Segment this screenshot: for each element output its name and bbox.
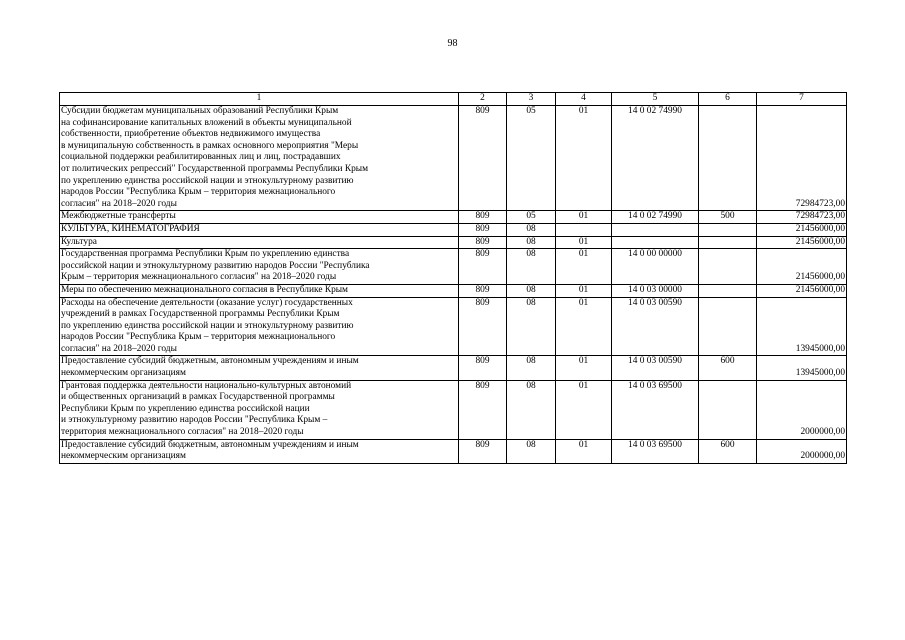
admin-code-cell: 809	[459, 356, 507, 380]
table-row	[60, 356, 847, 380]
amount-cell: 21456000,00	[757, 236, 847, 249]
target-article-cell: 14 0 00 00000	[612, 249, 699, 285]
admin-code-cell: 809	[459, 223, 507, 236]
section-code-cell: 05	[507, 106, 556, 211]
expense-type-cell	[699, 380, 757, 439]
header-cell: 5	[612, 93, 699, 106]
target-article-cell: 14 0 03 69500	[612, 380, 699, 439]
section-code-cell: 08	[507, 284, 556, 297]
admin-code-cell: 809	[459, 297, 507, 356]
header-cell: 7	[757, 93, 847, 106]
row-name-cell: Меры по обеспечению межнационального согласия в Республике Крым	[60, 284, 459, 297]
admin-code-cell: 809	[459, 380, 507, 439]
section-code-cell: 08	[507, 356, 556, 380]
row-name-cell: Предоставление субсидий бюджетным, автономным учреждениям и иным некоммерческим организациям	[60, 439, 459, 463]
admin-code-cell: 809	[459, 439, 507, 463]
row-name-cell: Расходы на обеспечение деятельности (оказание услуг) государственных учреждений в рамках Государственной программы Республики Крым по укреплению единства российской нации и этнокультурному развитию народов России "Республика Крым – территория межнационального согласия" на 2018–2020 годы	[60, 297, 459, 356]
admin-code-cell: 809	[459, 106, 507, 211]
expense-type-cell: 600	[699, 356, 757, 380]
expense-type-cell	[699, 223, 757, 236]
target-article-cell: 14 0 02 74990	[612, 211, 699, 224]
target-article-cell: 14 0 03 00590	[612, 297, 699, 356]
admin-code-cell: 809	[459, 236, 507, 249]
admin-code-cell: 809	[459, 211, 507, 224]
section-code-cell: 05	[507, 211, 556, 224]
target-article-cell	[612, 236, 699, 249]
expense-type-cell	[699, 284, 757, 297]
section-code-cell: 08	[507, 380, 556, 439]
row-name-cell: Предоставление субсидий бюджетным, автономным учреждениям и иным некоммерческим организациям	[60, 356, 459, 380]
subsection-code-cell	[556, 223, 612, 236]
expense-type-cell: 600	[699, 439, 757, 463]
row-name-cell: Государственная программа Республики Крым по укреплению единства российской нации и этнокультурному развитию народов России "Республика Крым – территория межнационального согласия" на 2018–2020 годы	[60, 249, 459, 285]
expense-type-cell	[699, 106, 757, 211]
amount-cell: 72984723,00	[757, 106, 847, 211]
target-article-cell: 14 0 02 74990	[612, 106, 699, 211]
target-article-cell: 14 0 03 69500	[612, 439, 699, 463]
admin-code-cell: 809	[459, 284, 507, 297]
row-name-cell: Межбюджетные трансферты	[60, 211, 459, 224]
section-code-cell: 08	[507, 297, 556, 356]
page-number: 98	[447, 38, 458, 49]
amount-cell: 13945000,00	[757, 297, 847, 356]
row-name-cell: КУЛЬТУРА, КИНЕМАТОГРАФИЯ	[60, 223, 459, 236]
table-row	[60, 211, 847, 224]
subsection-code-cell: 01	[556, 249, 612, 285]
section-code-cell: 08	[507, 439, 556, 463]
row-name-cell: Грантовая поддержка деятельности национально-культурных автономий и общественных организаций в рамках Государственной программы Республики Крым по укреплению единства российской нации и этнокультурному развитию народов России "Республика Крым – территория межнационального согласия" на 2018–2020 годы	[60, 380, 459, 439]
subsection-code-cell: 01	[556, 106, 612, 211]
target-article-cell: 14 0 03 00590	[612, 356, 699, 380]
section-code-cell: 08	[507, 236, 556, 249]
subsection-code-cell: 01	[556, 211, 612, 224]
table-row	[60, 249, 847, 285]
expense-type-cell	[699, 236, 757, 249]
expense-type-cell: 500	[699, 211, 757, 224]
target-article-cell: 14 0 03 00000	[612, 284, 699, 297]
subsection-code-cell: 01	[556, 284, 612, 297]
table-row	[60, 223, 847, 236]
budget-table	[59, 92, 847, 464]
table-row	[60, 439, 847, 463]
table-row	[60, 106, 847, 211]
table-row	[60, 284, 847, 297]
expense-type-cell	[699, 249, 757, 285]
section-code-cell: 08	[507, 223, 556, 236]
subsection-code-cell: 01	[556, 236, 612, 249]
header-cell: 2	[459, 93, 507, 106]
table-row	[60, 380, 847, 439]
target-article-cell	[612, 223, 699, 236]
expense-type-cell	[699, 297, 757, 356]
amount-cell: 21456000,00	[757, 249, 847, 285]
subsection-code-cell: 01	[556, 380, 612, 439]
table-header-row	[60, 93, 847, 106]
row-name-cell: Субсидии бюджетам муниципальных образований Республики Крым на софинансирование капитальных вложений в объекты муниципальной собственности, приобретение объектов недвижимого имущества в муниципальную собственность в рамках основного мероприятия "Меры социальной поддержки реабилитированных лиц и лиц, пострадавших от политических репрессий" Государственной программы Республики Крым по укреплению единства российской нации и этнокультурному развитию народов России "Республика Крым – территория межнационального согласия" на 2018–2020 годы	[60, 106, 459, 211]
amount-cell: 2000000,00	[757, 380, 847, 439]
header-cell: 6	[699, 93, 757, 106]
header-cell: 4	[556, 93, 612, 106]
row-name-cell: Культура	[60, 236, 459, 249]
amount-cell: 2000000,00	[757, 439, 847, 463]
amount-cell: 21456000,00	[757, 223, 847, 236]
header-cell: 3	[507, 93, 556, 106]
amount-cell: 21456000,00	[757, 284, 847, 297]
table-row	[60, 297, 847, 356]
subsection-code-cell: 01	[556, 356, 612, 380]
table-row	[60, 236, 847, 249]
amount-cell: 13945000,00	[757, 356, 847, 380]
header-cell: 1	[60, 93, 459, 106]
admin-code-cell: 809	[459, 249, 507, 285]
section-code-cell: 08	[507, 249, 556, 285]
subsection-code-cell: 01	[556, 297, 612, 356]
amount-cell: 72984723,00	[757, 211, 847, 224]
subsection-code-cell: 01	[556, 439, 612, 463]
